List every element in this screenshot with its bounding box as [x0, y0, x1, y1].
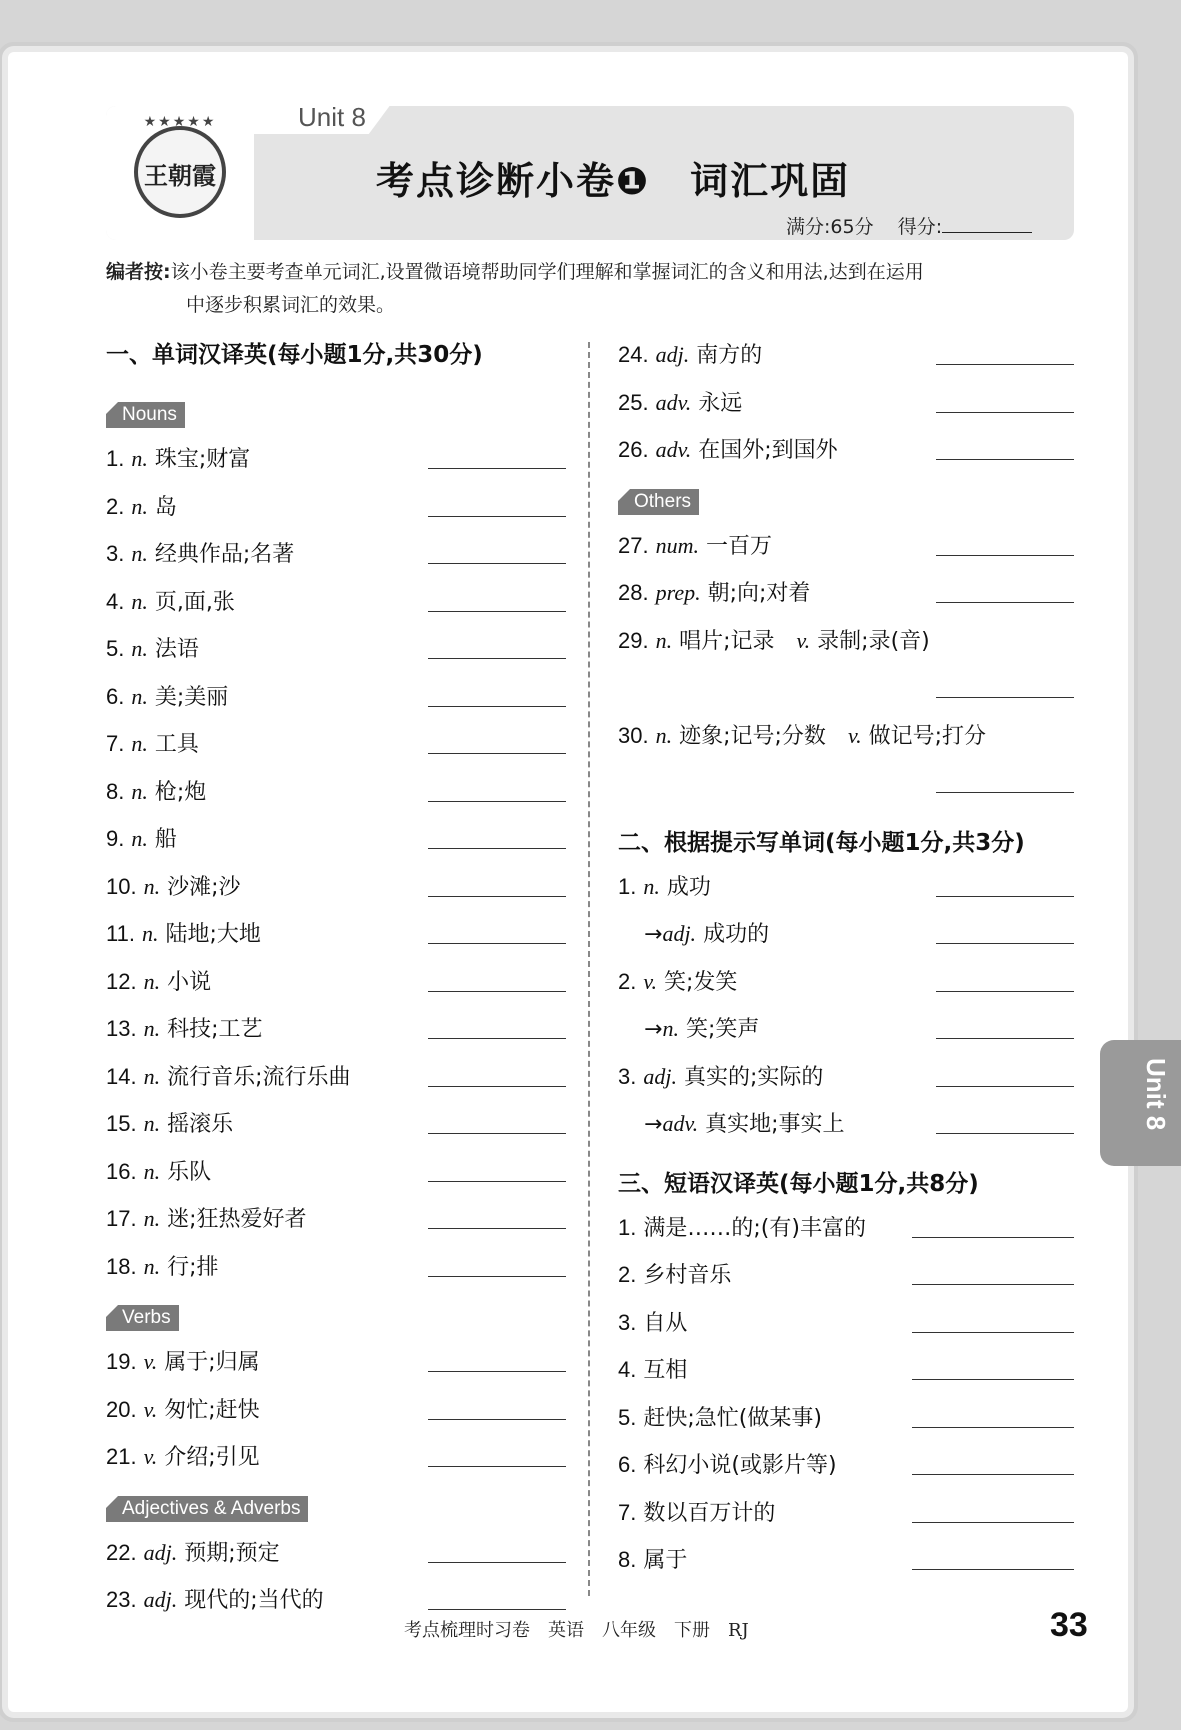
part-of-speech: adj.	[662, 921, 697, 946]
part-of-speech: n.	[143, 968, 161, 994]
part-of-speech: n.	[143, 1016, 161, 1041]
part-of-speech: n.	[131, 541, 148, 566]
score-label: 得分:	[897, 216, 943, 238]
chinese-meaning: 枪;炮	[154, 779, 207, 805]
part-of-speech: n.	[662, 1016, 679, 1041]
chinese-phrase: 互相	[643, 1358, 688, 1383]
part-of-speech: n.	[655, 627, 673, 653]
chinese-meaning: 唱片;记录	[679, 628, 775, 654]
answer-line-row	[618, 673, 1074, 721]
vocab-item	[106, 587, 566, 635]
chinese-meaning: 乐队	[167, 1159, 212, 1185]
tag-verbs: Verbs	[106, 1305, 179, 1331]
part-of-speech: n.	[131, 493, 148, 519]
item-number: 19.	[106, 1349, 137, 1374]
item-number: 17.	[106, 1206, 137, 1231]
answer-blank[interactable]	[428, 753, 566, 754]
phrase-item	[618, 1545, 1074, 1593]
vocab-item	[106, 967, 566, 1015]
part-of-speech: n.	[643, 873, 660, 899]
word-form-item	[618, 919, 1074, 967]
answer-blank[interactable]	[936, 412, 1074, 413]
chinese-meaning: 永远	[698, 390, 743, 416]
word-form-item	[618, 1014, 1074, 1062]
unit-label: Unit 8	[298, 102, 366, 132]
answer-blank[interactable]	[936, 792, 1074, 793]
tag-adj-adv: Adjectives & Adverbs	[106, 1496, 308, 1522]
part-of-speech: v.	[143, 1444, 158, 1469]
answer-blank[interactable]	[936, 1086, 1074, 1087]
item-number: 3.	[618, 1063, 637, 1089]
answer-blank[interactable]	[936, 364, 1074, 365]
arrow-icon: →	[644, 1017, 663, 1042]
chinese-meaning: 朝;向;对着	[707, 581, 811, 606]
vocab-item	[618, 531, 1074, 579]
chinese-meaning: 真实的;实际的	[683, 1064, 824, 1090]
section1-title: 一、单词汉译英(每小题1分,共30分)	[106, 342, 483, 368]
answer-blank[interactable]	[428, 1419, 566, 1420]
part-of-speech: n.	[143, 1111, 161, 1136]
vocab-item	[106, 1395, 566, 1443]
answer-blank[interactable]	[912, 1284, 1074, 1285]
chinese-phrase: 属于	[643, 1548, 688, 1573]
vocab-item	[106, 539, 566, 587]
part-of-speech: n.	[131, 446, 148, 471]
part-of-speech: v.	[143, 1396, 158, 1422]
part-of-speech: adj.	[655, 342, 690, 367]
answer-blank[interactable]	[428, 991, 566, 992]
phrase-item	[618, 1308, 1074, 1356]
answer-blank[interactable]	[936, 991, 1074, 992]
answer-blank[interactable]	[912, 1379, 1074, 1380]
item-number: 21.	[106, 1444, 137, 1469]
answer-blank[interactable]	[428, 1562, 566, 1563]
vocab-item	[106, 872, 566, 920]
answer-blank[interactable]	[428, 1133, 566, 1134]
item-number: 11.	[106, 921, 135, 946]
word-form-item	[618, 872, 1074, 920]
vocab-item	[106, 1204, 566, 1252]
chinese-phrase: 乡村音乐	[643, 1263, 732, 1288]
item-number: 5.	[618, 1404, 637, 1430]
chinese-meaning: 迷;狂热爱好者	[167, 1207, 307, 1232]
answer-blank[interactable]	[912, 1427, 1074, 1428]
answer-blank[interactable]	[912, 1569, 1074, 1570]
part-of-speech: adv.	[662, 1111, 699, 1136]
chinese-meaning: 经典作品;名著	[154, 542, 295, 567]
part-of-speech: n.	[141, 921, 159, 946]
score-blank[interactable]	[942, 216, 1032, 233]
part-of-speech: n.	[131, 778, 148, 804]
answer-blank[interactable]	[936, 555, 1074, 556]
item-number: 13.	[106, 1016, 137, 1041]
chinese-meaning-2: 录制;录(音)	[817, 628, 930, 654]
item-number: 12.	[106, 968, 137, 994]
chinese-phrase: 自从	[643, 1310, 688, 1336]
vocab-item	[106, 1442, 566, 1490]
chinese-meaning: 沙滩;沙	[167, 874, 241, 900]
logo-stars: ★★★★★	[143, 114, 217, 130]
answer-blank[interactable]	[428, 658, 566, 659]
item-number: 8.	[618, 1547, 637, 1572]
answer-blank[interactable]	[428, 1466, 566, 1467]
answer-blank[interactable]	[912, 1237, 1074, 1238]
answer-blank[interactable]	[428, 706, 566, 707]
part-of-speech: n.	[655, 722, 673, 748]
phrase-item	[618, 1403, 1074, 1451]
right-column	[618, 340, 1074, 1593]
page-number: 33	[1050, 1606, 1088, 1644]
vocab-item	[106, 682, 566, 730]
part-of-speech-2: v.	[847, 722, 862, 748]
item-number: 22.	[106, 1539, 137, 1565]
item-number: 30.	[618, 722, 649, 748]
chinese-meaning: 陆地;大地	[165, 922, 261, 947]
item-number: 3.	[106, 541, 125, 566]
part-of-speech: adj.	[643, 1063, 677, 1089]
part-of-speech: n.	[143, 1158, 161, 1184]
part-of-speech: n.	[143, 1206, 161, 1231]
answer-blank[interactable]	[912, 1522, 1074, 1523]
score-line	[786, 212, 1032, 239]
chinese-meaning: 现代的;当代的	[184, 1588, 324, 1613]
answer-line-row	[618, 768, 1074, 816]
answer-blank[interactable]	[428, 943, 566, 944]
part-of-speech: n.	[143, 873, 161, 899]
item-number: 24.	[618, 342, 649, 367]
item-number: 20.	[106, 1396, 137, 1422]
chinese-meaning: 流行音乐;流行乐曲	[167, 1064, 351, 1090]
vocab-item	[106, 919, 566, 967]
part-of-speech: prep.	[655, 580, 701, 605]
answer-blank[interactable]	[428, 1276, 566, 1277]
chinese-phrase: 满是……的;(有)丰富的	[643, 1215, 866, 1241]
answer-blank[interactable]	[936, 459, 1074, 460]
editor-note-label: 编者按:	[106, 261, 171, 283]
part-of-speech: adv.	[655, 437, 692, 462]
chinese-meaning: 匆忙;赶快	[164, 1397, 260, 1423]
chinese-meaning: 工具	[154, 732, 199, 757]
tag-others: Others	[618, 489, 699, 515]
word-form-item	[618, 1109, 1074, 1157]
answer-blank[interactable]	[428, 1181, 566, 1182]
chinese-meaning: 南方的	[696, 343, 763, 368]
chinese-meaning: 科技;工艺	[167, 1017, 263, 1042]
publisher-logo	[134, 114, 226, 218]
editor-note-line1: 该小卷主要考查单元词汇,设置微语境帮助同学们理解和掌握词汇的含义和用法,达到在运用	[170, 261, 924, 283]
side-tab-label: Unit 8	[1141, 1058, 1171, 1131]
answer-blank[interactable]	[428, 801, 566, 802]
part-of-speech: n.	[131, 636, 148, 661]
answer-blank[interactable]	[912, 1474, 1074, 1475]
phrase-item	[618, 1498, 1074, 1546]
item-number: 16.	[106, 1158, 137, 1184]
phrase-item	[618, 1450, 1074, 1498]
vocab-item	[618, 626, 1074, 674]
part-of-speech: adj.	[143, 1539, 178, 1565]
logo-text: 王朝霞	[144, 161, 216, 190]
chinese-meaning: 迹象;记号;分数	[679, 723, 826, 749]
answer-blank[interactable]	[428, 1038, 566, 1039]
part-of-speech: n.	[131, 683, 148, 709]
item-number: 8.	[106, 778, 125, 804]
vocab-item	[106, 1109, 566, 1157]
phrase-item	[618, 1260, 1074, 1308]
part-of-speech: adj.	[143, 1587, 178, 1612]
full-score: 满分:65分	[786, 216, 874, 238]
chinese-meaning: 笑;发笑	[664, 969, 738, 995]
item-number: 28.	[618, 580, 649, 605]
item-number: 2.	[618, 1262, 637, 1287]
tag-nouns: Nouns	[106, 402, 185, 428]
part-of-speech: num.	[655, 532, 699, 558]
vocab-item	[106, 492, 566, 540]
answer-blank[interactable]	[936, 1038, 1074, 1039]
chinese-phrase: 赶快;急忙(做某事)	[643, 1405, 822, 1431]
item-number: 3.	[618, 1309, 637, 1335]
part-of-speech: n.	[143, 1063, 161, 1089]
vocab-item	[106, 777, 566, 825]
item-number: 6.	[618, 1452, 637, 1477]
chinese-meaning: 介绍;引见	[164, 1445, 260, 1470]
vocab-item	[106, 1347, 566, 1395]
item-number: 26.	[618, 437, 649, 462]
vocab-item	[618, 578, 1074, 626]
item-number: 7.	[618, 1499, 637, 1525]
answer-blank[interactable]	[428, 1371, 566, 1372]
part-of-speech: n.	[131, 588, 148, 614]
item-number: 18.	[106, 1253, 137, 1279]
item-number: 2.	[618, 968, 637, 994]
answer-blank[interactable]	[428, 611, 566, 612]
vocab-item	[618, 388, 1074, 436]
page-title: 考点诊断小卷❶ 词汇巩固	[376, 159, 851, 203]
answer-blank[interactable]	[428, 1609, 566, 1610]
chinese-meaning: 成功的	[703, 922, 770, 947]
answer-blank[interactable]	[428, 1228, 566, 1229]
word-form-item	[618, 1062, 1074, 1110]
answer-blank[interactable]	[912, 1332, 1074, 1333]
item-number: 4.	[106, 588, 125, 614]
chinese-meaning: 法语	[154, 637, 199, 662]
answer-blank[interactable]	[428, 1086, 566, 1087]
item-number: 5.	[106, 636, 125, 661]
item-number: 10.	[106, 873, 137, 899]
item-number: 1.	[618, 1214, 637, 1240]
chinese-meaning: 小说	[167, 969, 212, 995]
part-of-speech: v.	[143, 1349, 158, 1374]
part-of-speech: v.	[643, 968, 657, 994]
chinese-meaning-2: 做记号;打分	[868, 723, 986, 749]
item-number: 7.	[106, 731, 125, 756]
item-number: 1.	[106, 446, 125, 471]
answer-blank[interactable]	[936, 602, 1074, 603]
footer-text: 考点梳理时习卷 英语 八年级 下册 RJ	[404, 1620, 749, 1641]
chinese-meaning: 在国外;到国外	[698, 438, 838, 463]
column-divider	[588, 342, 590, 1596]
vocab-item	[106, 729, 566, 777]
item-number: 6.	[106, 683, 125, 709]
chinese-meaning: 预期;预定	[184, 1540, 280, 1566]
arrow-icon: →	[644, 1112, 663, 1137]
word-form-item	[618, 967, 1074, 1015]
vocab-item	[106, 824, 566, 872]
vocab-item	[106, 634, 566, 682]
left-column	[106, 340, 566, 1633]
chinese-meaning: 笑;笑声	[685, 1017, 760, 1042]
answer-blank[interactable]	[936, 1133, 1074, 1134]
item-number: 9.	[106, 826, 125, 851]
editor-note-line2: 中逐步积累词汇的效果。	[186, 294, 396, 316]
part-of-speech: n.	[143, 1253, 161, 1279]
section3-title: 三、短语汉译英(每小题1分,共8分)	[618, 1170, 979, 1197]
vocab-item	[618, 721, 1074, 769]
chinese-meaning: 一百万	[705, 533, 772, 559]
item-number: 15.	[106, 1111, 137, 1136]
phrase-item	[618, 1213, 1074, 1261]
chinese-meaning: 摇滚乐	[167, 1112, 234, 1137]
answer-blank[interactable]	[428, 563, 566, 564]
editor-note	[106, 256, 1086, 322]
answer-blank[interactable]	[936, 896, 1074, 897]
chinese-phrase: 科幻小说(或影片等)	[643, 1453, 837, 1478]
answer-blank[interactable]	[428, 896, 566, 897]
chinese-meaning: 珠宝;财富	[154, 447, 251, 472]
chinese-meaning: 真实地;事实上	[705, 1112, 845, 1137]
answer-blank[interactable]	[428, 516, 566, 517]
chinese-meaning: 岛	[154, 494, 177, 520]
answer-blank[interactable]	[428, 848, 566, 849]
chinese-meaning: 属于;归属	[164, 1350, 260, 1375]
answer-blank[interactable]	[936, 697, 1074, 698]
vocab-item	[106, 1014, 566, 1062]
answer-blank[interactable]	[428, 468, 566, 469]
chinese-meaning: 美;美丽	[154, 684, 229, 710]
phrase-item	[618, 1355, 1074, 1403]
item-number: 29.	[618, 627, 649, 653]
vocab-item	[106, 1538, 566, 1586]
answer-blank[interactable]	[936, 943, 1074, 944]
item-number: 2.	[106, 493, 125, 519]
unit-side-tab	[1100, 1040, 1181, 1166]
chinese-meaning: 成功	[666, 874, 711, 900]
vocab-item	[618, 340, 1074, 388]
arrow-icon: →	[644, 922, 663, 947]
item-number: 27.	[618, 532, 649, 558]
item-number: 14.	[106, 1063, 137, 1089]
part-of-speech: n.	[131, 826, 148, 851]
chinese-phrase: 数以百万计的	[643, 1500, 776, 1526]
part-of-speech-2: v.	[796, 627, 811, 653]
part-of-speech: adv.	[655, 389, 692, 415]
item-number: 23.	[106, 1587, 137, 1612]
chinese-meaning: 页,面,张	[154, 589, 235, 615]
vocab-item	[106, 444, 566, 492]
item-number: 25.	[618, 389, 649, 415]
vocab-item	[618, 435, 1074, 483]
chinese-meaning: 行;排	[167, 1254, 219, 1280]
part-of-speech: n.	[131, 731, 148, 756]
item-number: 1.	[618, 873, 637, 899]
vocab-item	[106, 1252, 566, 1300]
vocab-item	[106, 1062, 566, 1110]
section2-title: 二、根据提示写单词(每小题1分,共3分)	[618, 829, 1025, 856]
item-number: 4.	[618, 1357, 637, 1382]
vocab-item	[106, 1157, 566, 1205]
chinese-meaning: 船	[154, 827, 177, 852]
